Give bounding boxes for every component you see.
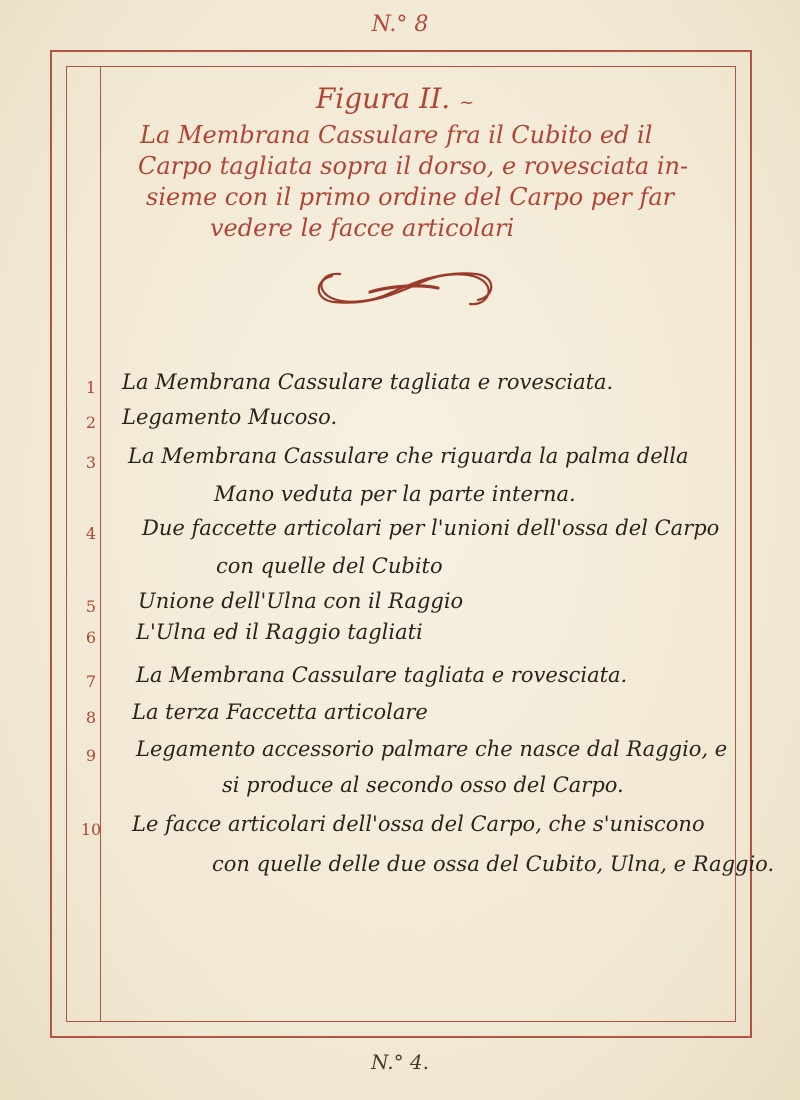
item-text: La Membrana Cassulare che riguarda la palma della [128, 444, 689, 468]
item-number: 6 [85, 628, 97, 647]
item-number: 5 [85, 597, 97, 616]
item-number: 8 [85, 708, 97, 727]
figure-title [110, 82, 720, 120]
item-text-continuation: con quelle delle due ossa del Cubito, Ulna, e Raggio. [212, 852, 775, 876]
item-text: L'Ulna ed il Raggio tagliati [136, 620, 423, 644]
item-text: La Membrana Cassulare tagliata e rovesciata. [136, 663, 628, 687]
page-number: N.° 8 [371, 12, 429, 37]
item-text: Due faccette articolari per l'unioni dell'ossa del Carpo [142, 516, 720, 540]
item-number: 4 [85, 524, 97, 543]
item-number: 7 [85, 672, 97, 691]
item-number: 2 [85, 413, 97, 432]
item-text: Unione dell'Ulna con il Raggio [138, 589, 464, 613]
item-number: 3 [85, 453, 97, 472]
item-number: 10 [80, 820, 102, 839]
flourish-ornament [310, 262, 500, 314]
figure-label: Figura II. [315, 82, 451, 115]
item-text: Le facce articolari dell'ossa del Carpo, che s'uniscono [132, 812, 705, 836]
item-text: La Membrana Cassulare tagliata e rovesciata. [122, 370, 614, 394]
item-number: 9 [85, 746, 97, 765]
title-flourish: ~ [459, 92, 475, 113]
heading-line-3: sieme con il primo ordine del Carpo per far [146, 183, 675, 211]
footer-page-mark: N.° 4. [370, 1050, 430, 1074]
heading-line-4: vedere le facce articolari [210, 214, 515, 242]
item-text-continuation: Mano veduta per la parte interna. [214, 482, 576, 506]
item-number: 1 [85, 378, 97, 397]
item-text-continuation: si produce al secondo osso del Carpo. [222, 773, 624, 797]
figure-heading [110, 82, 720, 244]
item-text: La terza Faccetta articolare [132, 700, 428, 724]
item-text: Legamento accessorio palmare che nasce dal Raggio, e [136, 737, 728, 761]
item-text: Legamento Mucoso. [122, 405, 338, 429]
heading-line-1: La Membrana Cassulare fra il Cubito ed il [140, 121, 653, 149]
item-text-continuation: con quelle del Cubito [216, 554, 443, 578]
margin-rule [100, 66, 101, 1022]
heading-line-2: Carpo tagliata sopra il dorso, e rovesciata in- [138, 152, 689, 180]
